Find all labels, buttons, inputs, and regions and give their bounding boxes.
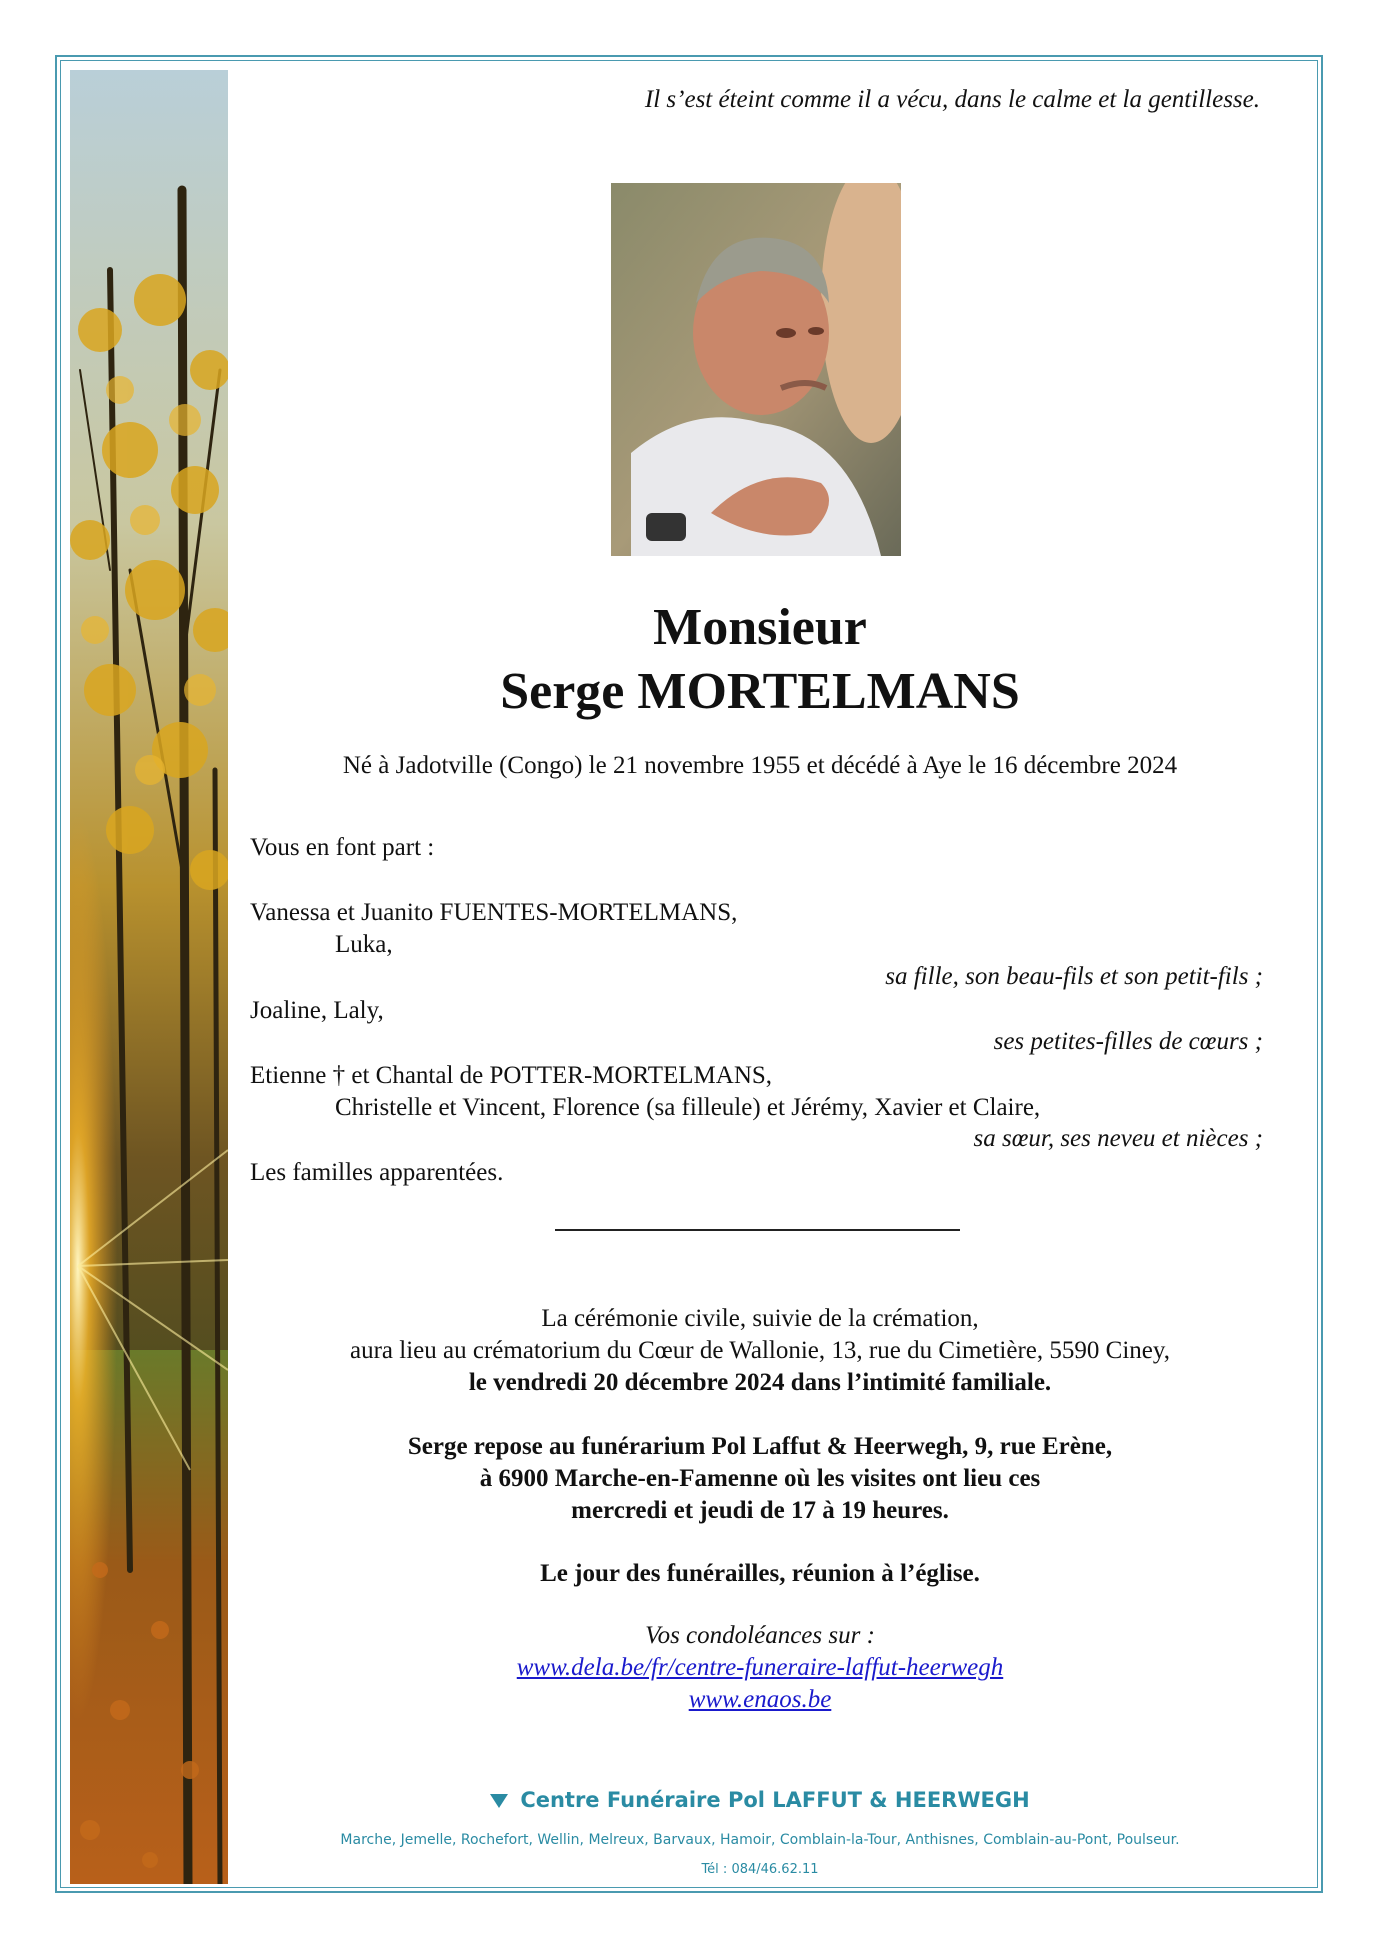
- family-sub-1: Luka,: [335, 931, 393, 958]
- family-relation-3: sa sœur, ses neveu et nièces ;: [973, 1125, 1263, 1152]
- family-sub-3: Christelle et Vincent, Florence (sa filleule) et Jérémy, Xavier et Claire,: [335, 1094, 1041, 1121]
- family-closing: Les familles apparentées.: [250, 1159, 504, 1186]
- ceremony-line-2: aura lieu au crématorium du Cœur de Wallonie, 13, rue du Cimetière, 5590 Ciney,: [350, 1337, 1170, 1364]
- portrait-photo: [611, 183, 901, 556]
- gathering-line: Le jour des funérailles, réunion à l’église.: [540, 1560, 980, 1587]
- birth-death-line: Né à Jadotville (Congo) le 21 novembre 1955 et décédé à Aye le 16 décembre 2024: [342, 752, 1178, 779]
- funeral-home-name: [260, 1788, 1260, 1812]
- ceremony-line-1: La cérémonie civile, suivie de la crémation,: [541, 1305, 979, 1332]
- family-names-3: Etienne † et Chantal de POTTER-MORTELMANS,: [250, 1062, 773, 1089]
- family-relation-2: ses petites-filles de cœurs ;: [993, 1028, 1263, 1055]
- family-relation-1: sa fille, son beau-fils et son petit-fils ;: [885, 963, 1263, 990]
- ceremony-line-3: le vendredi 20 décembre 2024 dans l’intimité familiale.: [468, 1369, 1052, 1396]
- family-names-1: Vanessa et Juanito FUENTES-MORTELMANS,: [250, 899, 738, 926]
- triangle-down-icon: [490, 1794, 508, 1808]
- condolences-link-enaos[interactable]: www.enaos.be: [688, 1686, 832, 1713]
- epigraph: Il s’est éteint comme il a vécu, dans le calme et la gentillesse.: [644, 86, 1260, 113]
- visitation-line-1: Serge repose au funérarium Pol Laffut & Heerwegh, 9, rue Erène,: [407, 1433, 1113, 1460]
- title-honorific: Monsieur: [653, 599, 867, 656]
- family-names-2: Joaline, Laly,: [250, 997, 384, 1024]
- condolences-link-dela[interactable]: www.dela.be/fr/centre-funeraire-laffut-heerwegh: [516, 1654, 1004, 1681]
- separator-line: [555, 1229, 960, 1231]
- funeral-home-phone: Tél : 084/46.62.11: [701, 1862, 819, 1877]
- funeral-home-towns: Marche, Jemelle, Rochefort, Wellin, Melreux, Barvaux, Hamoir, Comblain-la-Tour, Anthisnes, Comblain-au-Pont, Poulseur.: [340, 1832, 1180, 1848]
- family-intro: Vous en font part :: [250, 834, 435, 861]
- title-name: Serge MORTELMANS: [500, 663, 1020, 720]
- visitation-line-2: à 6900 Marche-en-Famenne où les visites ont lieu ces: [479, 1465, 1041, 1492]
- condolences-label: Vos condoléances sur :: [645, 1622, 875, 1649]
- funeral-home-label: Centre Funéraire Pol LAFFUT & HEERWEGH: [520, 1788, 1030, 1812]
- visitation-line-3: mercredi et jeudi de 17 à 19 heures.: [571, 1497, 949, 1524]
- autumn-trees-image: [70, 70, 228, 1884]
